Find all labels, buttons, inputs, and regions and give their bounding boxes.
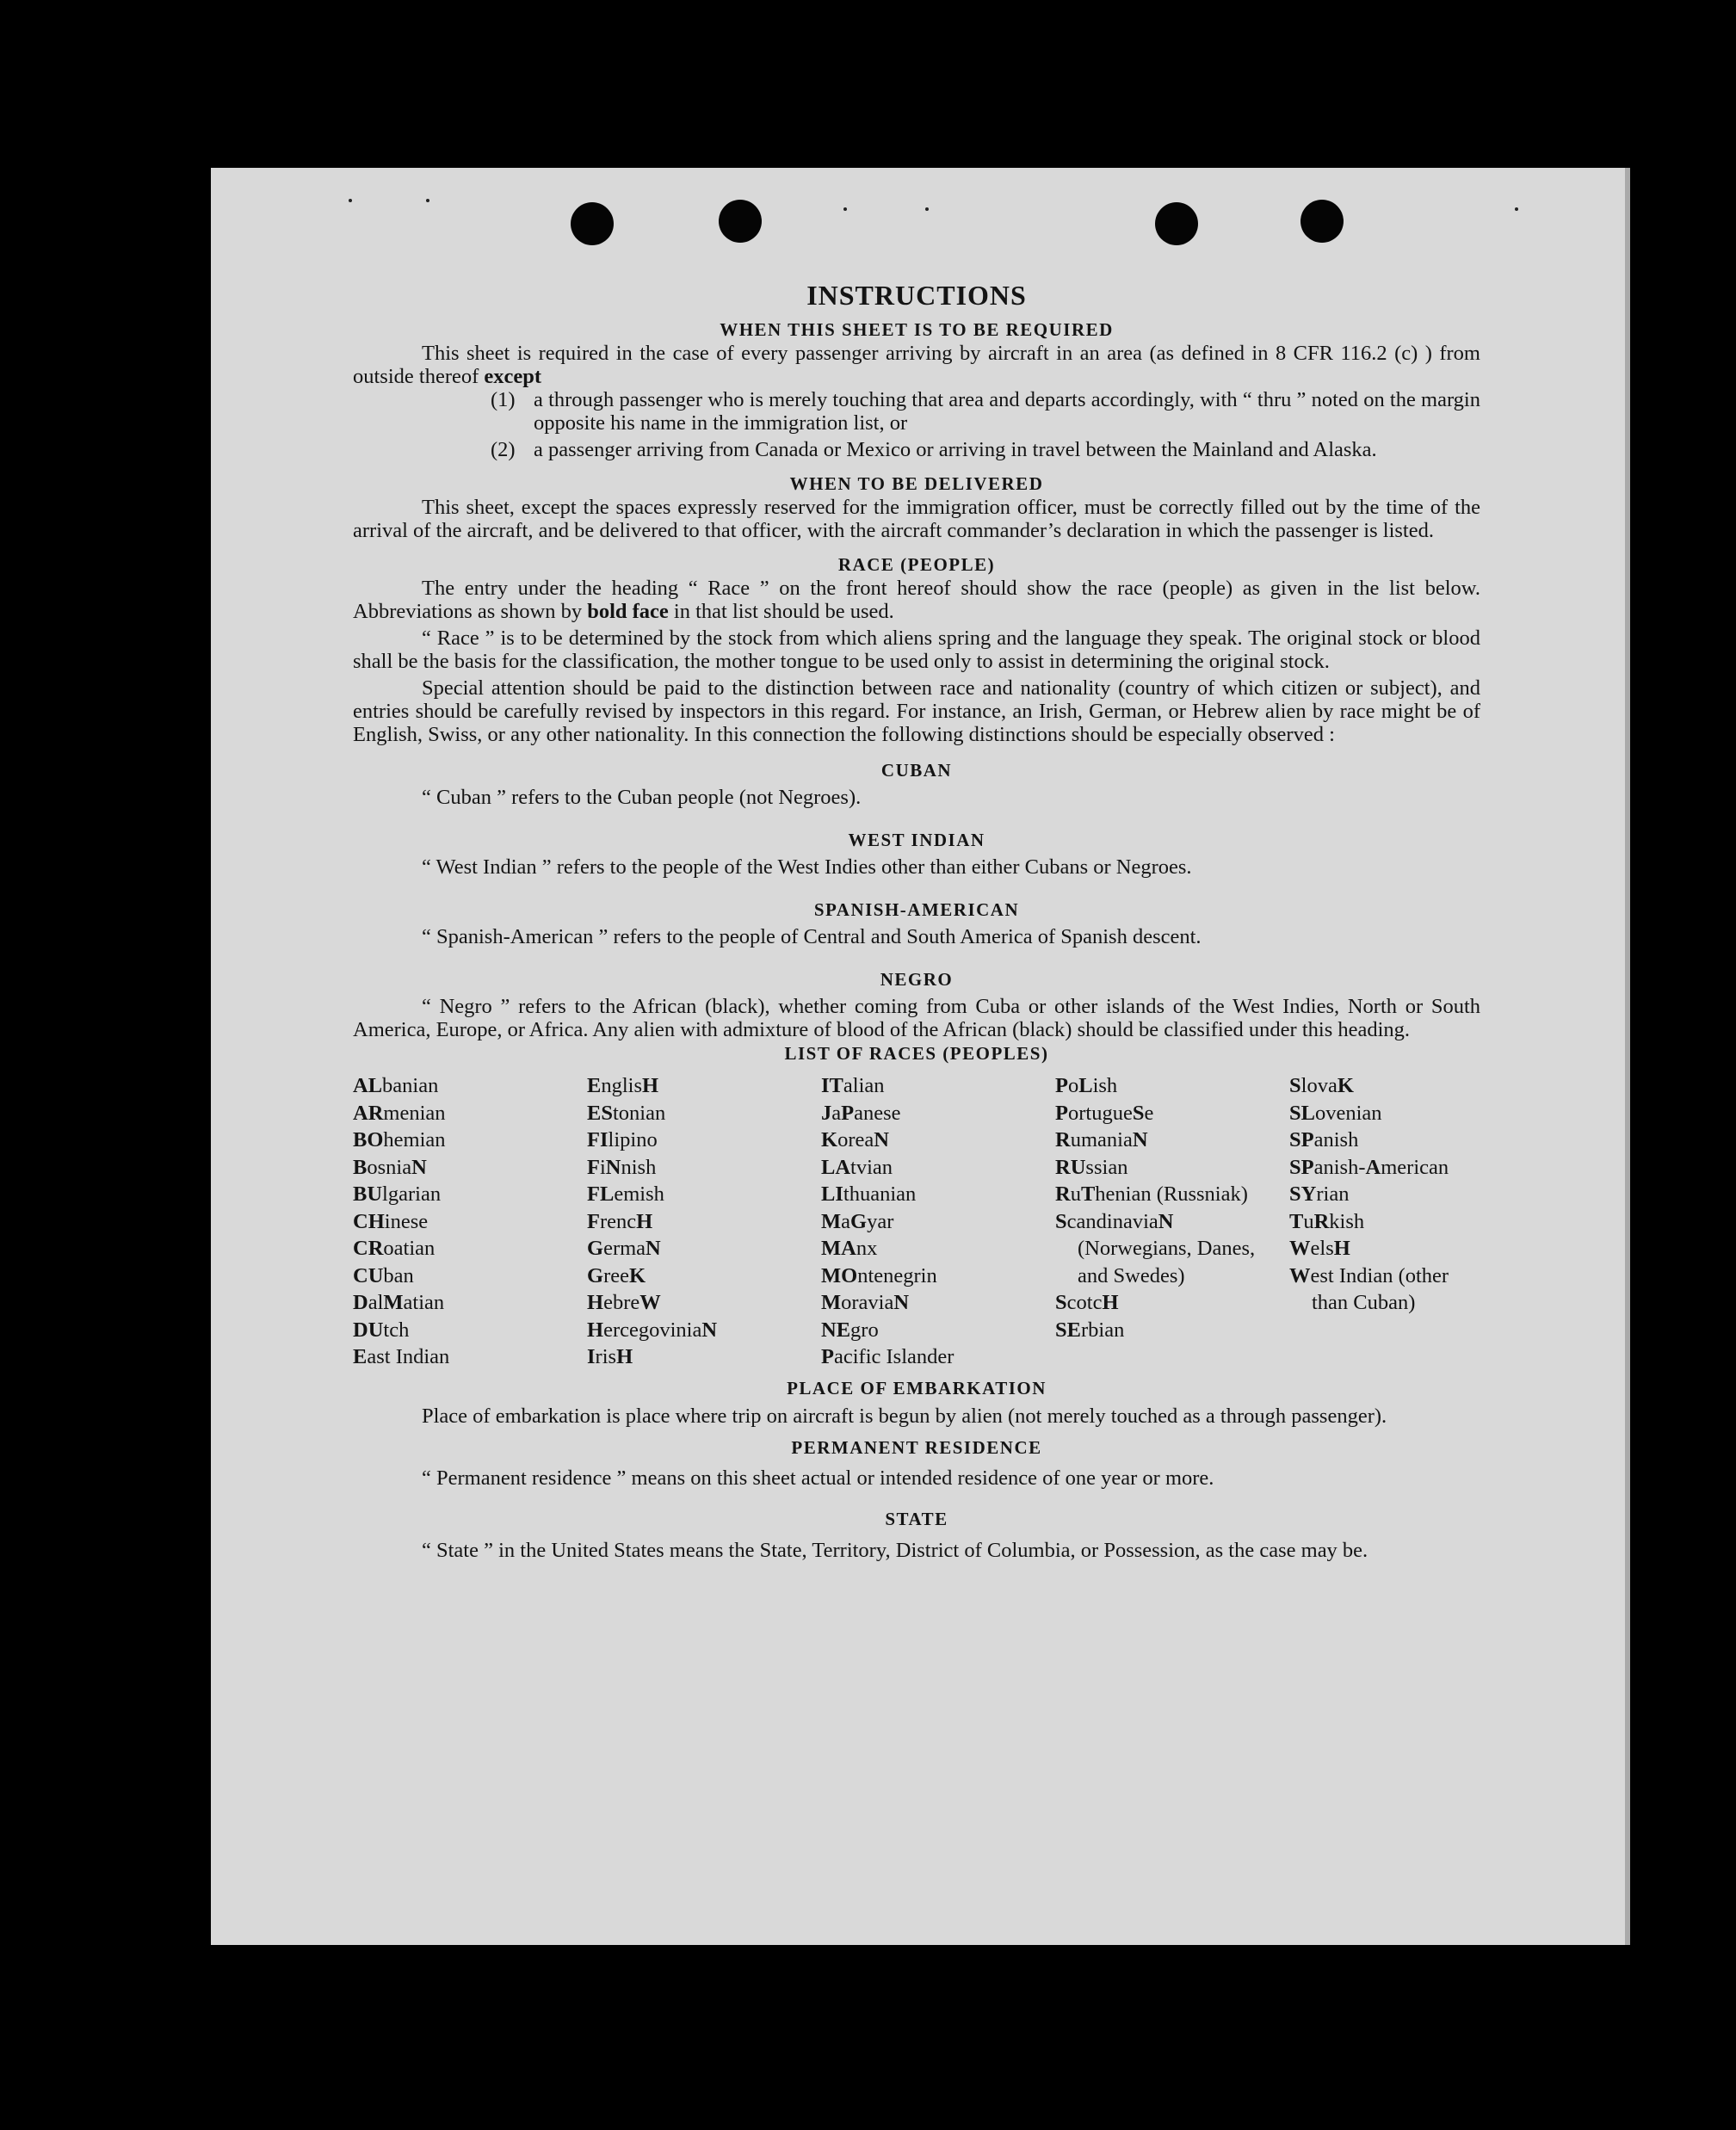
- race-entry: West Indian (other than Cuban): [1289, 1263, 1449, 1314]
- document-sheet: [211, 168, 1630, 1945]
- race-entry: SLovenian: [1289, 1101, 1382, 1125]
- race-entry: ALbanian: [353, 1074, 439, 1097]
- race-column: [1289, 1072, 1480, 1371]
- race-entry: FrencH: [587, 1209, 653, 1233]
- section-heading-embarkation: PLACE OF EMBARKATION: [787, 1377, 1047, 1398]
- race-entry: BUlgarian: [353, 1182, 442, 1206]
- section-heading-residence: PERMANENT RESIDENCE: [791, 1436, 1042, 1458]
- race-entry: LIthuanian: [821, 1182, 917, 1206]
- race-entry: SlovaK: [1289, 1074, 1354, 1097]
- exception-item: (2) a passenger arriving from Canada or Mexico or arriving in travel between the Mainland and Alaska.: [491, 438, 1377, 461]
- race-list: [353, 1072, 1480, 1371]
- punch-hole: [1300, 200, 1344, 243]
- race-entry: LAtvian: [821, 1155, 893, 1179]
- race-entry: BosniaN: [353, 1155, 427, 1179]
- race-column: [1055, 1072, 1289, 1371]
- race-entry: HebreW: [587, 1291, 661, 1314]
- race-entry: RumaniaN: [1055, 1128, 1148, 1151]
- race-entry: ITalian: [821, 1074, 885, 1097]
- section-heading-negro: NEGRO: [880, 969, 954, 990]
- race-paragraph-1: The entry under the heading “ Race ” on the front hereof should show the race (people) as given in the list below. Abbreviations as shown by bold face in that list should be used.: [353, 577, 1480, 623]
- race-entry: PoLish: [1055, 1074, 1118, 1097]
- race-entry: MoraviaN: [821, 1291, 910, 1314]
- race-entry: DUtch: [353, 1318, 410, 1342]
- race-entry: MOntenegrin: [821, 1263, 937, 1287]
- speck: [925, 207, 929, 211]
- page-title: INSTRUCTIONS: [806, 280, 1027, 311]
- section-heading-cuban: CUBAN: [880, 760, 953, 781]
- delivered-text: This sheet, except the spaces expressly reserved for the immigration officer, must be correctly filled out by the time of the arrival of the aircraft, and be delivered to that officer, with the aircraft commander’s declaration in which the passenger is listed.: [353, 496, 1480, 542]
- race-entry: RuThenian (Russniak): [1055, 1182, 1248, 1206]
- section-heading-delivered: WHEN TO BE DELIVERED: [789, 473, 1044, 494]
- race-column: [821, 1072, 1055, 1371]
- section-heading-west-indian: WEST INDIAN: [848, 830, 985, 850]
- race-entry: ScotcH: [1055, 1291, 1119, 1314]
- speck: [349, 199, 352, 202]
- race-entry: PortugueSe: [1055, 1101, 1154, 1125]
- exception-item: (1) a through passenger who is merely touching that area and departs accordingly, with “ thru ” noted on the margin opposite his name in the immigration list, or: [491, 388, 1480, 435]
- residence-text: “ Permanent residence ” means on this sheet actual or intended residence of one year or more.: [422, 1466, 1214, 1490]
- punch-hole: [571, 202, 614, 245]
- speck: [426, 199, 429, 202]
- race-entry: KoreaN: [821, 1128, 889, 1151]
- race-entry: FLemish: [587, 1182, 664, 1206]
- race-entry: TuRkish: [1289, 1209, 1365, 1233]
- race-entry: JaPanese: [821, 1101, 901, 1125]
- race-entry: CRoatian: [353, 1237, 436, 1260]
- race-column: [587, 1072, 821, 1371]
- punch-hole: [1155, 202, 1198, 245]
- race-entry: East Indian: [353, 1345, 450, 1368]
- race-entry: GermaN: [587, 1237, 661, 1260]
- race-entry: MAnx: [821, 1237, 878, 1260]
- race-entry: FIlipino: [587, 1128, 658, 1151]
- section-heading-race: RACE (PEOPLE): [837, 554, 996, 575]
- instructions-content: [353, 280, 1480, 1565]
- race-paragraph-2: “ Race ” is to be determined by the stock from which aliens spring and the language they speak. The original stock or blood shall be the basis for the classification, the mother tongue to be used only to assist in determining the original stock.: [353, 627, 1480, 673]
- race-entry: HercegoviniaN: [587, 1318, 718, 1342]
- race-entry: SErbian: [1055, 1318, 1125, 1342]
- race-entry: CUban: [353, 1263, 414, 1287]
- race-entry: DalMatian: [353, 1291, 445, 1314]
- speck: [843, 207, 847, 211]
- race-entry: SPanish-American: [1289, 1155, 1449, 1179]
- race-entry: ARmenian: [353, 1101, 446, 1125]
- list-of-races-heading: LIST OF RACES (PEOPLES): [784, 1043, 1049, 1064]
- race-entry: IrisH: [587, 1345, 633, 1368]
- race-entry: SPanish: [1289, 1128, 1359, 1151]
- spanish-american-text: “ Spanish-American ” refers to the people of Central and South America of Spanish descent.: [422, 925, 1202, 948]
- section-heading-spanish-american: SPANISH-AMERICAN: [813, 899, 1020, 920]
- state-text: “ State ” in the United States means the State, Territory, District of Columbia, or Possession, as the case may be.: [422, 1538, 1368, 1562]
- race-entry: ScandinaviaN (Norwegians, Danes, and Swedes): [1055, 1209, 1256, 1287]
- section-heading-required: WHEN THIS SHEET IS TO BE REQUIRED: [720, 319, 1114, 340]
- race-entry: EnglisH: [587, 1074, 659, 1097]
- race-entry: SYrian: [1289, 1182, 1350, 1206]
- west-indian-text: “ West Indian ” refers to the people of the West Indies other than either Cubans or Negroes.: [422, 855, 1192, 879]
- race-column: [353, 1072, 587, 1371]
- race-entry: RUssian: [1055, 1155, 1128, 1179]
- negro-text: “ Negro ” refers to the African (black), whether coming from Cuba or other islands of the West Indies, North or South America, Europe, or Africa. Any alien with admixture of blood of the African (black) should be classified under this heading.: [353, 995, 1480, 1041]
- punch-hole: [719, 200, 762, 243]
- race-entry: FiNnish: [587, 1155, 657, 1179]
- race-entry: EStonian: [587, 1101, 666, 1125]
- embarkation-text: Place of embarkation is place where trip on aircraft is begun by alien (not merely touched as a through passenger).: [422, 1404, 1387, 1428]
- race-entry: BOhemian: [353, 1128, 446, 1151]
- race-paragraph-3: Special attention should be paid to the distinction between race and nationality (country of which citizen or subject), and entries should be carefully revised by inspectors in this regard. For instance, an Irish, German, or Hebrew alien by race might be of English, Swiss, or any other nationality. In this connection the following distinctions should be especially observed :: [353, 676, 1480, 746]
- race-entry: CHinese: [353, 1209, 429, 1233]
- cuban-text: “ Cuban ” refers to the Cuban people (not Negroes).: [422, 786, 862, 809]
- race-entry: GreeK: [587, 1263, 646, 1287]
- race-entry: WelsH: [1289, 1237, 1350, 1260]
- required-intro: This sheet is required in the case of every passenger arriving by aircraft in an area (as defined in 8 CFR 116.2 (c) ) from outside thereof except: [353, 342, 1480, 388]
- except-word: except: [484, 365, 542, 388]
- race-entry: NEgro: [821, 1318, 879, 1342]
- section-heading-state: STATE: [885, 1508, 948, 1529]
- race-entry: Pacific Islander: [821, 1345, 954, 1368]
- speck: [1515, 207, 1518, 211]
- race-entry: MaGyar: [821, 1209, 894, 1233]
